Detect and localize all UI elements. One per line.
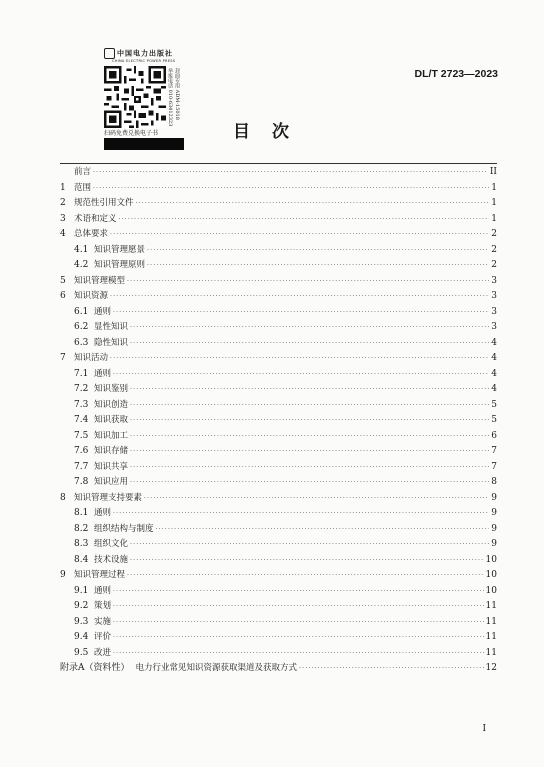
- toc-entry-page: 9: [491, 492, 497, 503]
- toc-entry-number: 8.2: [74, 523, 89, 534]
- toc-leader-dots: [119, 212, 490, 228]
- toc-entry-page: 11: [485, 601, 497, 611]
- toc-leader-dots: [130, 429, 489, 445]
- toc-entry-page: 10: [485, 570, 497, 580]
- toc-entry-page: 10: [485, 585, 497, 596]
- toc-entry-page: 10: [485, 554, 497, 565]
- toc-entry[interactable]: [60, 398, 497, 414]
- toc-entry[interactable]: [60, 460, 497, 476]
- toc-entry-label: 知识管理支持要素: [74, 492, 143, 503]
- toc-leader-dots: [130, 382, 489, 398]
- toc-entry-number: 9.2: [74, 601, 89, 611]
- toc-entry[interactable]: [60, 661, 497, 677]
- toc-entry-number: 4.1: [74, 244, 89, 255]
- toc-entry-page: 3: [491, 275, 497, 286]
- toc-entry-number: 6: [60, 291, 66, 301]
- toc-entry-label: 技术设施: [94, 554, 129, 565]
- toc-leader-dots: [113, 367, 489, 383]
- toc-leader-dots: [127, 568, 484, 584]
- toc-entry[interactable]: [60, 382, 497, 398]
- toc-entry-label: 规范性引用文件: [74, 198, 134, 208]
- toc-leader-dots: [113, 305, 489, 321]
- toc-entry-page: 5: [491, 415, 497, 425]
- toc-entry-label: 评价: [94, 632, 112, 642]
- toc-entry-number: 9: [60, 570, 66, 580]
- toc-entry-number: 4.2: [74, 260, 89, 270]
- toc-entry-page: 3: [491, 291, 497, 301]
- toc-entry[interactable]: [60, 491, 497, 507]
- toc-entry-number: 8: [60, 492, 66, 503]
- toc-entry-number: 9.5: [74, 647, 89, 658]
- toc-entry-label: 知识鉴别: [94, 384, 129, 394]
- toc-rule: [60, 163, 497, 164]
- publisher-mark-icon: [104, 48, 115, 59]
- toc-entry-page: 7: [491, 461, 497, 472]
- toc-entry[interactable]: [60, 212, 497, 228]
- toc-entry-label: 总体要求: [74, 229, 109, 239]
- toc-entry-label: 改进: [94, 647, 112, 658]
- toc-leader-dots: [136, 196, 490, 212]
- toc-leader-dots: [113, 584, 484, 600]
- toc-entry-label: 知识创造: [94, 399, 129, 410]
- toc-entry-number: 7.6: [74, 446, 89, 456]
- toc-entry[interactable]: [60, 196, 497, 212]
- toc-entry[interactable]: [60, 181, 497, 197]
- toc-entry-label: 知识活动: [74, 353, 109, 363]
- toc-entry[interactable]: [60, 165, 497, 181]
- toc-entry-page: 9: [491, 508, 497, 518]
- toc-entry-page: 6: [491, 430, 497, 441]
- toc-entry[interactable]: [60, 506, 497, 522]
- toc-entry[interactable]: [60, 599, 497, 615]
- toc-entry-label: 知识资源: [74, 291, 109, 301]
- toc-entry-number: 7: [60, 353, 66, 363]
- toc-leader-dots: [110, 289, 489, 305]
- toc-entry[interactable]: [60, 630, 497, 646]
- toc-title: 目次: [233, 122, 311, 142]
- toc-leader-dots: [113, 506, 489, 522]
- toc-entry-number: 8.3: [74, 539, 89, 549]
- toc-entry-number: 9.3: [74, 616, 89, 627]
- toc-entry-number: 8.4: [74, 554, 89, 565]
- toc-entry-label: 知识管理过程: [74, 570, 126, 580]
- toc-leader-dots: [130, 413, 489, 429]
- toc-entry[interactable]: [60, 351, 497, 367]
- toc-entry-label: 通则: [94, 508, 112, 518]
- toc-entry-label: 知识管理模型: [74, 275, 126, 286]
- standard-number: DL/T 2723—2023: [414, 68, 498, 80]
- toc-entry-label: 知识加工: [94, 430, 129, 441]
- toc-entry-label: 知识应用: [94, 477, 129, 487]
- toc-leader-dots: [93, 181, 489, 197]
- toc-entry[interactable]: [60, 444, 497, 460]
- toc-entry-number: 1: [60, 182, 66, 193]
- toc-entry-label: 实施: [94, 616, 112, 627]
- toc-entry-page: 4: [491, 384, 497, 394]
- toc-entry[interactable]: [60, 258, 497, 274]
- toc-entry-number: 7.8: [74, 477, 89, 487]
- toc-entry-number: 6.2: [74, 322, 89, 332]
- toc-leader-dots: [130, 553, 484, 569]
- toc-leader-dots: [93, 165, 488, 181]
- toc-leader-dots: [113, 615, 484, 631]
- toc-leader-dots: [156, 522, 490, 538]
- toc-entry-page: 2: [491, 229, 497, 239]
- toc-entry-page: 11: [485, 632, 497, 642]
- toc-entry[interactable]: [60, 615, 497, 631]
- toc-leader-dots: [130, 320, 489, 336]
- toc-leader-dots: [299, 661, 484, 677]
- toc-entry-page: 5: [491, 399, 497, 410]
- toc-entry-number: 7.7: [74, 461, 89, 472]
- toc-entry-number: 2: [60, 198, 66, 208]
- toc-entry-page: 4: [491, 337, 497, 348]
- toc-entry-page: 12: [485, 663, 497, 673]
- toc-entry-label: 策划: [94, 601, 112, 611]
- toc-entry-number: 9.1: [74, 585, 89, 596]
- toc-entry-page: 3: [491, 306, 497, 317]
- publisher-name-en: CHINA ELECTRIC POWER PRESS: [112, 59, 176, 63]
- qr-caption: 扫码免费兑换电子书: [104, 130, 159, 137]
- table-of-contents: [60, 165, 497, 677]
- toc-leader-dots: [127, 274, 489, 290]
- toc-entry-page: II: [489, 167, 497, 177]
- publisher-logo: 中国电力出版社: [104, 48, 188, 60]
- toc-entry-label: 范围: [74, 182, 92, 193]
- toc-entry-number: 6.1: [74, 306, 89, 317]
- toc-entry-page: 9: [491, 523, 497, 534]
- toc-leader-dots: [110, 227, 489, 243]
- toc-entry-number: 7.1: [74, 368, 89, 379]
- toc-leader-dots: [130, 460, 489, 476]
- toc-entry[interactable]: [60, 289, 497, 305]
- toc-entry-number: 9.4: [74, 632, 89, 642]
- toc-entry-label: 电力行业常见知识资源获取渠道及获取方式: [135, 663, 298, 673]
- toc-leader-dots: [147, 243, 489, 259]
- toc-entry-page: 1: [491, 182, 497, 193]
- toc-entry-number: 4: [60, 229, 66, 239]
- toc-entry-number: 5: [60, 275, 66, 286]
- toc-leader-dots: [113, 599, 484, 615]
- toc-entry-label: 术语和定义: [74, 213, 117, 224]
- toc-entry[interactable]: [60, 227, 497, 243]
- toc-entry-number: 7.2: [74, 384, 89, 394]
- toc-entry-page: 1: [491, 198, 497, 208]
- toc-entry-label: 知识管理愿景: [94, 244, 146, 255]
- toc-entry-number: 7.3: [74, 399, 89, 410]
- toc-entry-label: 隐性知识: [94, 337, 129, 348]
- toc-leader-dots: [130, 398, 489, 414]
- toc-entry-page: 3: [491, 322, 497, 332]
- toc-entry-page: 7: [491, 446, 497, 456]
- toc-leader-dots: [130, 475, 489, 491]
- toc-entry-label: 组织文化: [94, 539, 129, 549]
- toc-entry-number: 附录A（资料性）: [60, 663, 130, 673]
- toc-entry-label: 知识获取: [94, 415, 129, 425]
- toc-leader-dots: [130, 336, 489, 352]
- toc-entry[interactable]: [60, 305, 497, 321]
- toc-entry-label: 前言: [74, 167, 92, 177]
- toc-entry-page: 11: [485, 647, 497, 658]
- toc-entry-page: 9: [491, 539, 497, 549]
- toc-leader-dots: [110, 351, 489, 367]
- toc-entry[interactable]: [60, 522, 497, 538]
- toc-entry-label: 知识共享: [94, 461, 129, 472]
- toc-leader-dots: [130, 537, 489, 553]
- toc-entry[interactable]: [60, 320, 497, 336]
- toc-entry-page: 4: [491, 368, 497, 379]
- toc-entry[interactable]: [60, 336, 497, 352]
- toc-entry-page: 1: [491, 213, 497, 224]
- toc-entry-label: 显性知识: [94, 322, 129, 332]
- toc-entry-label: 通则: [94, 585, 112, 596]
- toc-entry[interactable]: [60, 584, 497, 600]
- toc-entry[interactable]: [60, 413, 497, 429]
- toc-entry[interactable]: [60, 274, 497, 290]
- toc-entry-number: 8.1: [74, 508, 89, 518]
- toc-leader-dots: [113, 630, 484, 646]
- toc-entry-label: 通则: [94, 306, 112, 317]
- toc-entry[interactable]: [60, 537, 497, 553]
- toc-entry[interactable]: [60, 568, 497, 584]
- toc-entry-label: 知识管理原则: [94, 260, 146, 270]
- toc-entry-number: 6.3: [74, 337, 89, 348]
- toc-entry-page: 4: [491, 353, 497, 363]
- toc-entry[interactable]: [60, 475, 497, 491]
- toc-leader-dots: [144, 491, 489, 507]
- toc-leader-dots: [130, 444, 489, 460]
- toc-entry-page: 2: [491, 244, 497, 255]
- toc-entry-label: 通则: [94, 368, 112, 379]
- toc-entry-number: 7.5: [74, 430, 89, 441]
- toc-entry[interactable]: [60, 429, 497, 445]
- page-number: I: [482, 724, 486, 734]
- toc-entry-page: 2: [491, 260, 497, 270]
- toc-entry[interactable]: [60, 553, 497, 569]
- toc-entry-number: 3: [60, 213, 66, 224]
- toc-entry[interactable]: [60, 243, 497, 259]
- toc-entry-page: 11: [485, 616, 497, 627]
- toc-entry-label: 知识存储: [94, 446, 129, 456]
- toc-entry-number: 7.4: [74, 415, 89, 425]
- toc-entry-page: 8: [491, 477, 497, 487]
- toc-entry-label: 组织结构与制度: [94, 523, 154, 534]
- toc-leader-dots: [113, 646, 484, 662]
- toc-entry[interactable]: [60, 367, 497, 383]
- qr-side-text: 封面专用 ADM-15018 举报电话 010-63412323: [167, 68, 180, 127]
- toc-leader-dots: [147, 258, 489, 274]
- toc-entry[interactable]: [60, 646, 497, 662]
